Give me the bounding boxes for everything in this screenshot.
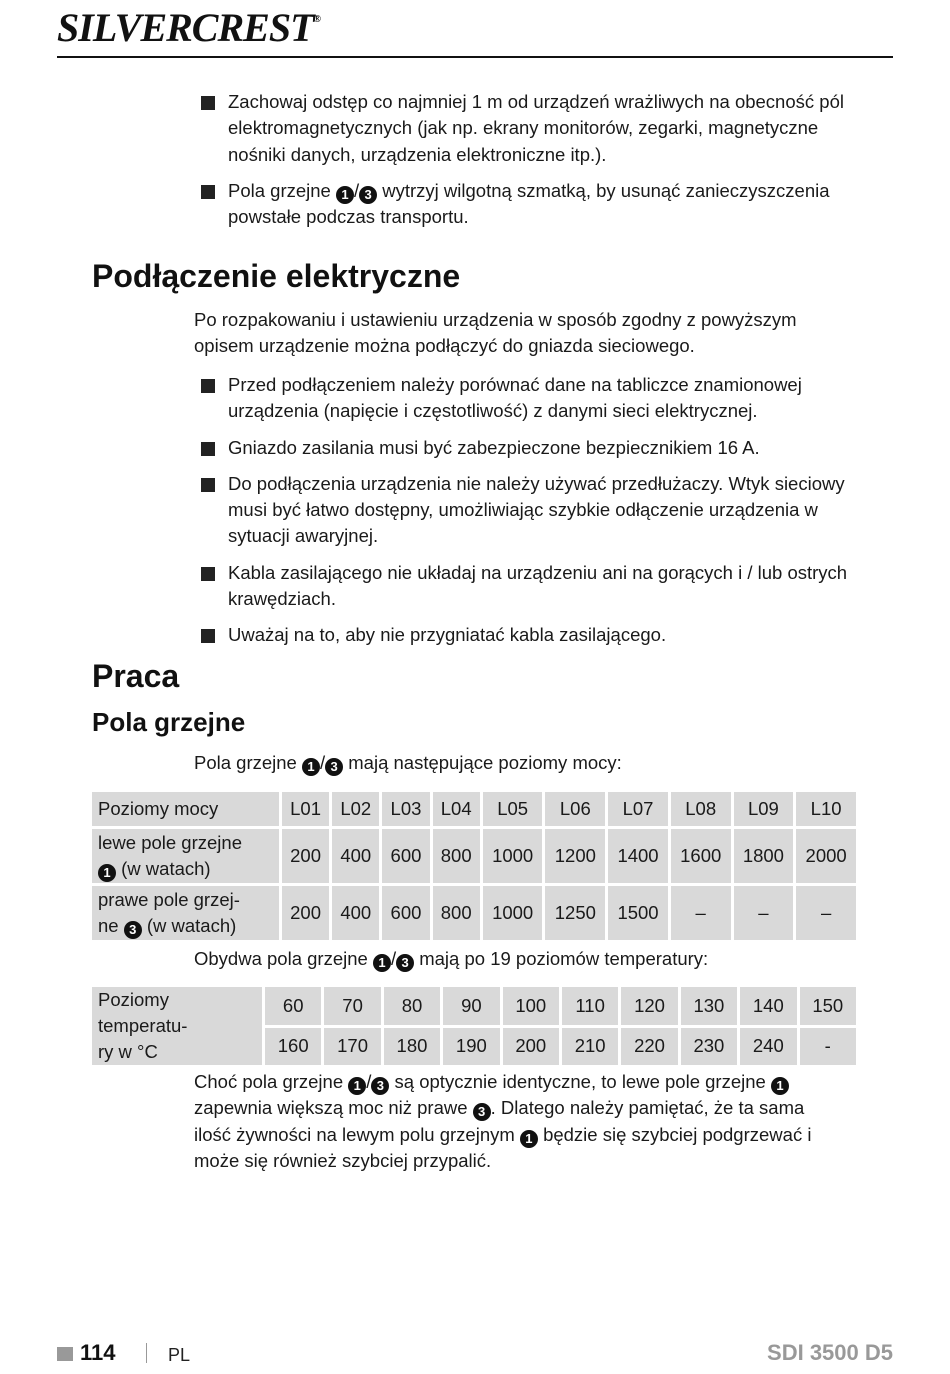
- table-cell: 200: [503, 1028, 559, 1066]
- table-header-cell: Poziomy temperatu- ry w °C: [92, 987, 262, 1065]
- hotplate-1-icon: 1: [336, 186, 354, 204]
- table-cell: 1250: [545, 886, 605, 940]
- hotplate-1-icon: 1: [348, 1077, 366, 1095]
- table-cell: 800: [433, 829, 480, 883]
- table-cell: L03: [382, 792, 429, 826]
- table-row: [92, 829, 856, 883]
- table-cell: 220: [621, 1028, 677, 1066]
- table-cell: 240: [740, 1028, 796, 1066]
- table-cell: 140: [740, 987, 796, 1025]
- table-cell: –: [671, 886, 731, 940]
- table-cell: 200: [282, 829, 329, 883]
- table-header-cell: prawe pole grzej- ne 3 (w watach): [92, 886, 279, 940]
- bullet-square-icon: [201, 567, 215, 581]
- table-row: [92, 886, 856, 940]
- hotplate-1-icon: 1: [520, 1130, 538, 1148]
- table-cell: –: [796, 886, 856, 940]
- table-cell: 150: [800, 987, 856, 1025]
- temperature-levels-table: [89, 984, 859, 1068]
- table-cell: L10: [796, 792, 856, 826]
- table-cell: 400: [332, 886, 379, 940]
- table-cell: L04: [433, 792, 480, 826]
- bullet-square-icon: [201, 96, 215, 110]
- table-cell: -: [800, 1028, 856, 1066]
- table-cell: 60: [265, 987, 321, 1025]
- list-item: Zachowaj odstęp co najmniej 1 m od urządzeń wrażliwych na obecność pól elektromagnetycznych (jak np. ekrany monitorów, zegarki, magnetyczne nośniki danych, urządzenia elektroniczne itp.).: [201, 89, 871, 168]
- table-cell: 230: [681, 1028, 737, 1066]
- table-header-cell: Poziomy mocy: [92, 792, 279, 826]
- table-cell: –: [734, 886, 794, 940]
- table-cell: 1200: [545, 829, 605, 883]
- table-cell: 70: [324, 987, 380, 1025]
- subsection-title-hotplates: Pola grzejne: [92, 707, 246, 737]
- table-cell: 1000: [483, 829, 543, 883]
- table-cell: 210: [562, 1028, 618, 1066]
- table-cell: 110: [562, 987, 618, 1025]
- table-cell: L08: [671, 792, 731, 826]
- brand-logo: SILVERCREST®: [57, 5, 321, 50]
- electrical-paragraph: Po rozpakowaniu i ustawieniu urządzenia w sposób zgodny z powyższym opisem urządzenie można podłączyć do gniazda sieciowego.: [194, 309, 797, 357]
- table-cell: 130: [681, 987, 737, 1025]
- table-cell: 160: [265, 1028, 321, 1066]
- hotplate-3-icon: 3: [124, 921, 142, 939]
- table-cell: L02: [332, 792, 379, 826]
- list-item: Pola grzejne 1 / 3 wytrzyj wilgotną szmatką, by usunąć zanieczyszczenia powstałe podczas transportu.: [201, 178, 871, 231]
- table-cell: 1800: [734, 829, 794, 883]
- power-levels-table: [89, 789, 859, 943]
- table-cell: 800: [433, 886, 480, 940]
- bullet-square-icon: [201, 442, 215, 456]
- table-header-cell: lewe pole grzejne 1 (w watach): [92, 829, 279, 883]
- language-code: PL: [168, 1345, 191, 1365]
- table-row: [92, 792, 856, 826]
- table-cell: 180: [384, 1028, 440, 1066]
- bullet-square-icon: [201, 379, 215, 393]
- table-cell: 600: [382, 886, 429, 940]
- list-item: Kabla zasilającego nie układaj na urządzeniu ani na gorących i / lub ostrych krawędziach.: [201, 560, 871, 613]
- list-item: Do podłączenia urządzenia nie należy używać przedłużaczy. Wtyk sieciowy musi być łatwo dostępny, umożliwiając szybkie odłączenie urządzenia w sytuacji awaryjnej.: [201, 471, 871, 550]
- table-cell: L06: [545, 792, 605, 826]
- hotplate-3-icon: 3: [473, 1103, 491, 1121]
- bullet-square-icon: [201, 185, 215, 199]
- bullet-square-icon: [201, 478, 215, 492]
- section-title-electrical: Podłączenie elektryczne: [92, 258, 461, 294]
- page-number: 114: [80, 1340, 116, 1365]
- hotplate-3-icon: 3: [371, 1077, 389, 1095]
- temperature-intro: Obydwa pola grzejne 1 / 3 mają po 19 poziomów temperatury:: [194, 948, 709, 970]
- header-rule: [57, 56, 893, 58]
- hotplate-1-icon: 1: [373, 954, 391, 972]
- table-cell: 2000: [796, 829, 856, 883]
- electrical-bullet-list: [201, 372, 871, 659]
- table-cell: 100: [503, 987, 559, 1025]
- section-title-operation: Praca: [92, 658, 180, 694]
- list-item: Gniazdo zasilania musi być zabezpieczone bezpiecznikiem 16 A.: [201, 435, 871, 461]
- table-cell: 200: [282, 886, 329, 940]
- closing-paragraph: Choć pola grzejne 1 / 3 są optycznie identyczne, to lewe pole grzejne 1 zapewnia większą moc niż prawe 3 . Dlatego należy pamiętać, że ta sama ilość żywności na lewym polu grzejnym 1 będzie się szybciej podgrzewać i może się również szybciej przypalić.: [194, 1071, 812, 1171]
- hotplate-1-icon: 1: [302, 758, 320, 776]
- table-cell: 120: [621, 987, 677, 1025]
- hotplate-3-icon: 3: [396, 954, 414, 972]
- table-cell: 400: [332, 829, 379, 883]
- table-cell: 80: [384, 987, 440, 1025]
- table-cell: 1500: [608, 886, 668, 940]
- table-cell: L07: [608, 792, 668, 826]
- table-cell: L05: [483, 792, 543, 826]
- footer-square-icon: [57, 1347, 73, 1361]
- table-cell: 90: [443, 987, 499, 1025]
- intro-bullet-list: [201, 89, 871, 240]
- table-cell: 1600: [671, 829, 731, 883]
- table-cell: 1400: [608, 829, 668, 883]
- table-cell: 170: [324, 1028, 380, 1066]
- power-intro: Pola grzejne 1 / 3 mają następujące poziomy mocy:: [194, 752, 622, 774]
- list-item: Przed podłączeniem należy porównać dane na tabliczce znamionowej urządzenia (napięcie i częstotliwość) z danymi sieci elektrycznej.: [201, 372, 871, 425]
- table-cell: 600: [382, 829, 429, 883]
- hotplate-1-icon: 1: [771, 1077, 789, 1095]
- table-cell: 190: [443, 1028, 499, 1066]
- hotplate-3-icon: 3: [325, 758, 343, 776]
- list-item: Uważaj na to, aby nie przygniatać kabla zasilającego.: [201, 622, 871, 648]
- bullet-square-icon: [201, 629, 215, 643]
- model-number: SDI 3500 D5: [767, 1340, 893, 1365]
- table-row: [92, 987, 856, 1025]
- table-cell: L01: [282, 792, 329, 826]
- table-cell: L09: [734, 792, 794, 826]
- hotplate-3-icon: 3: [359, 186, 377, 204]
- footer-divider: [146, 1343, 147, 1363]
- hotplate-1-icon: 1: [98, 864, 116, 882]
- table-cell: 1000: [483, 886, 543, 940]
